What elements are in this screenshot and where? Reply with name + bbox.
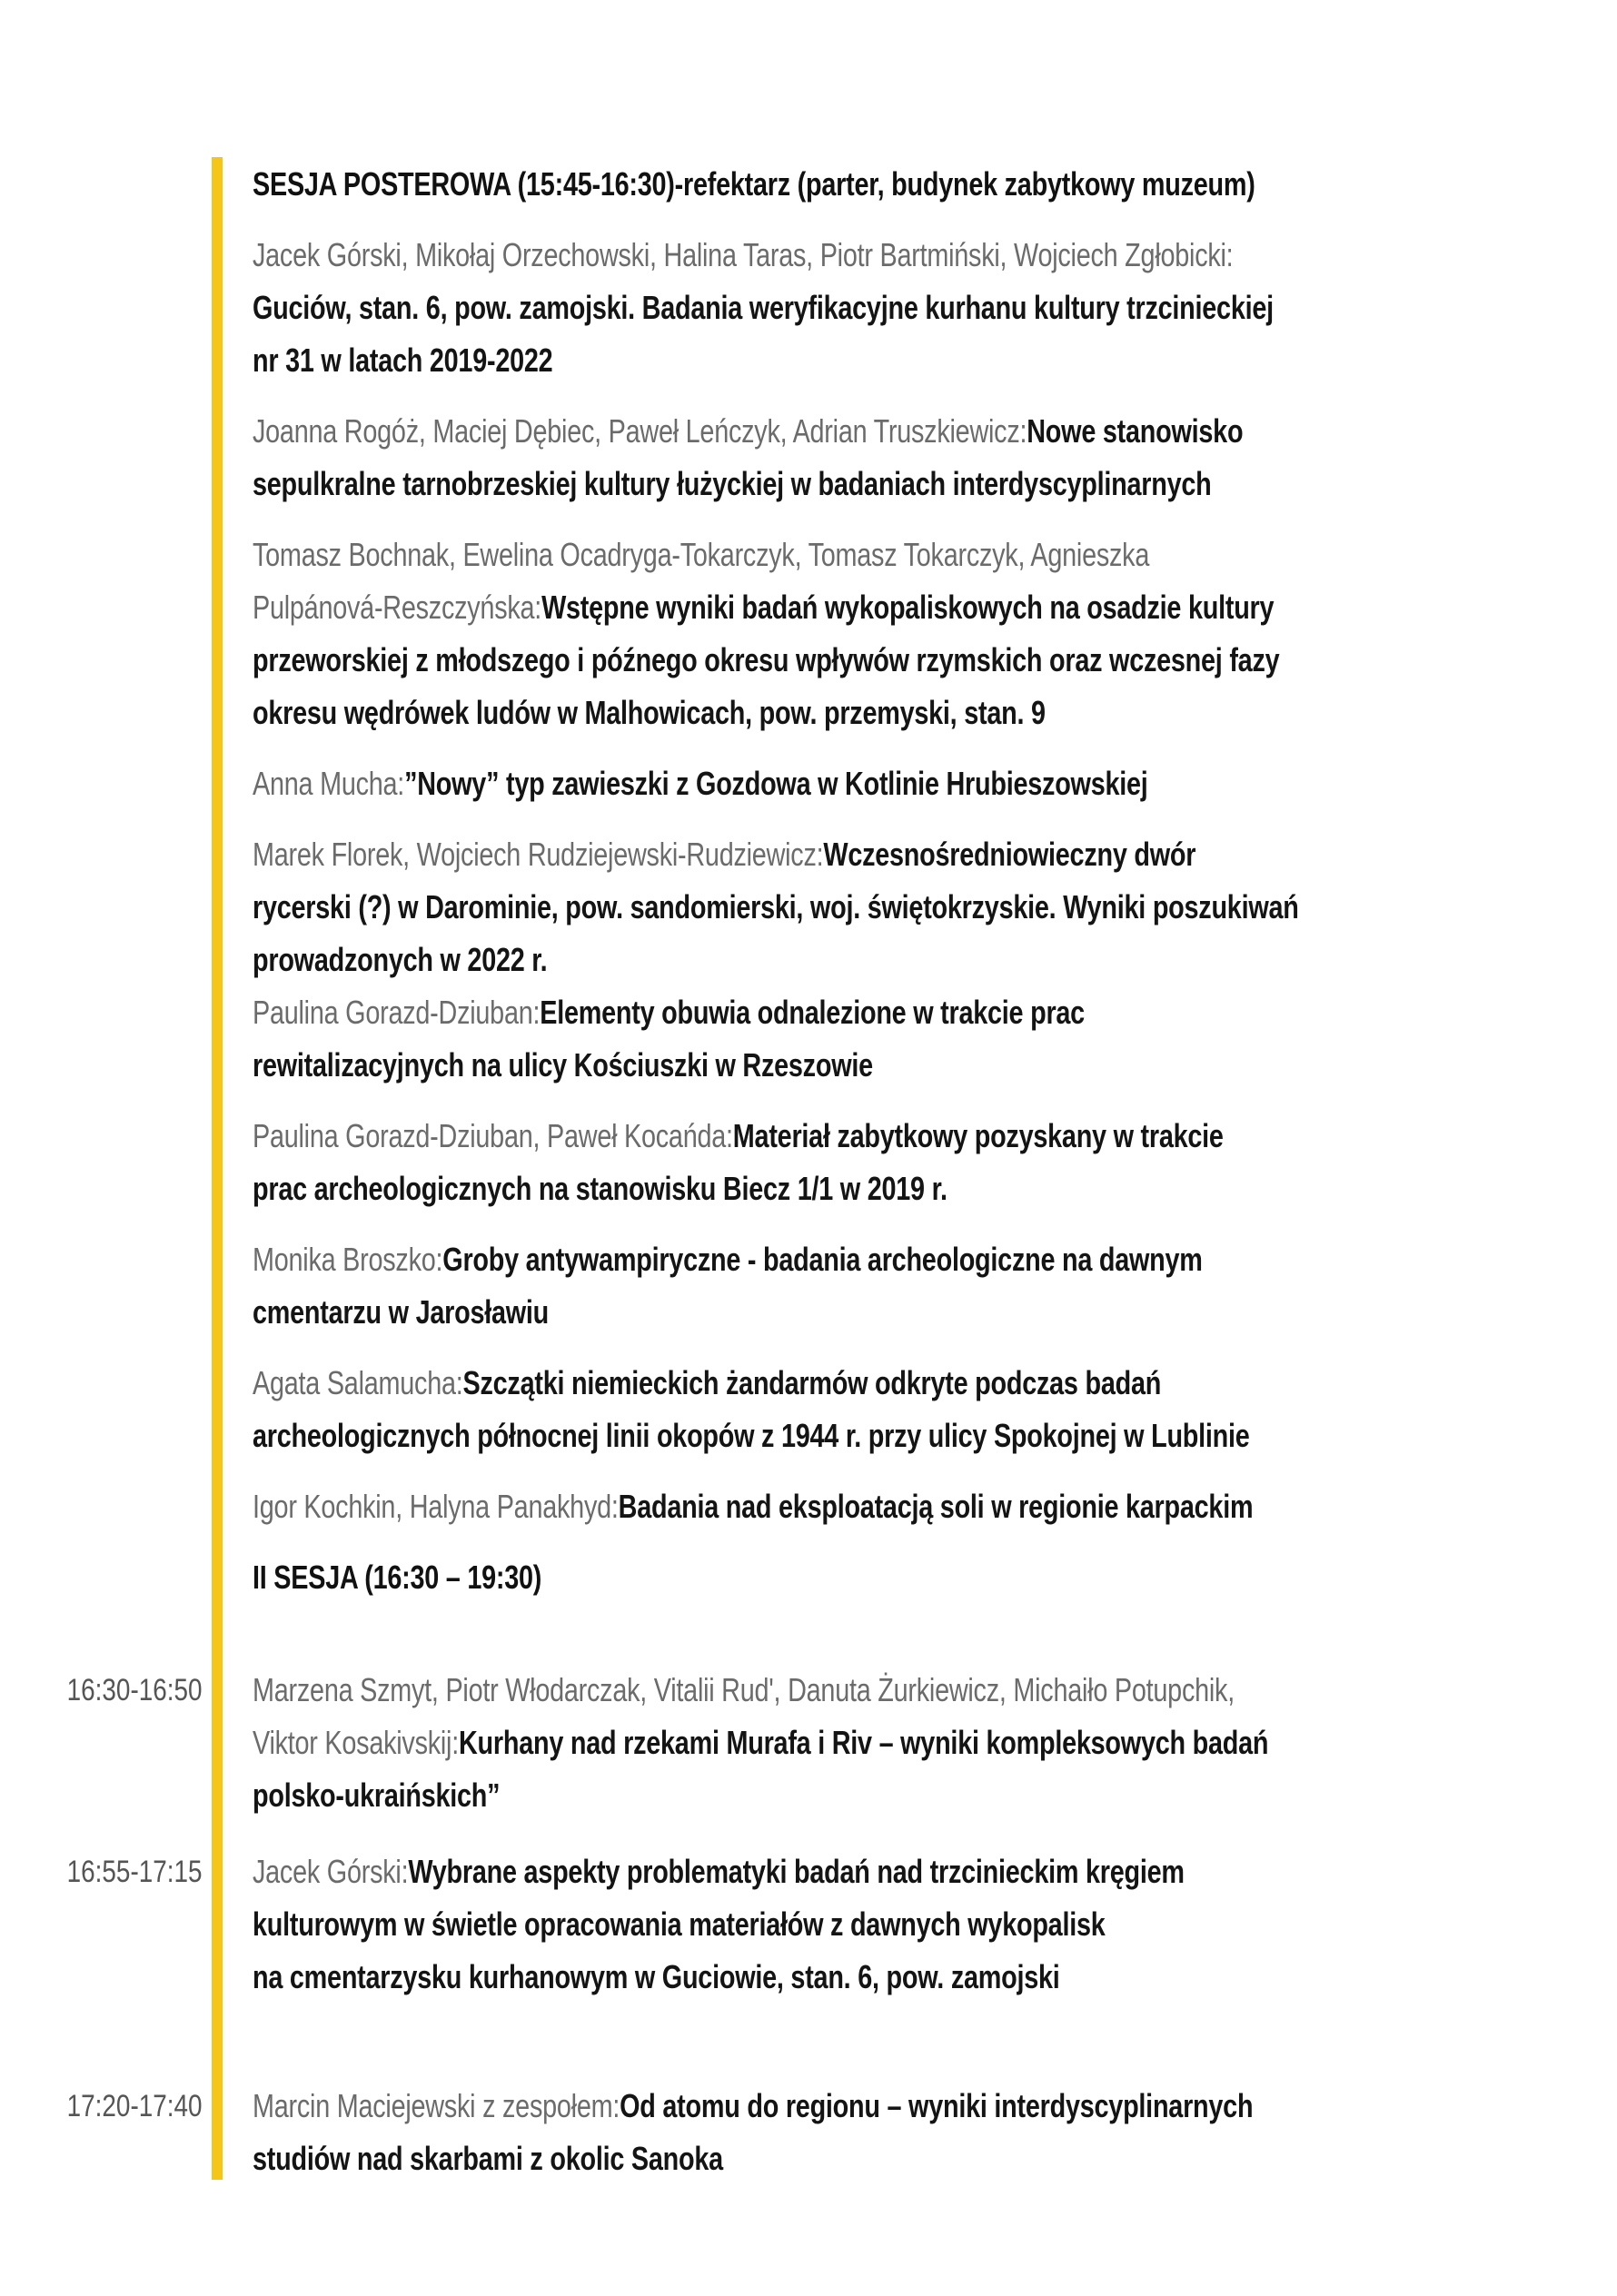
entry-first-line: [253, 1357, 1161, 1410]
section-heading-poster: SESJA POSTEROWA (15:45-16:30)-refektarz (parter, budynek zabytkowy muzeum): [253, 165, 1255, 203]
accent-bar: [212, 157, 223, 2180]
section-heading-session2: II SESJA (16:30 – 19:30): [253, 1559, 542, 1596]
entry-title: nr 31 w latach 2019-2022: [253, 341, 553, 379]
entry-authors: Viktor Kosakivskij:: [253, 1724, 459, 1761]
entry-first-line: [253, 1233, 1203, 1286]
entry-first-line: [253, 405, 1243, 458]
time-slot: 16:30-16:50: [66, 1673, 202, 1707]
entry-title: polsko-ukraińskich”: [253, 1776, 501, 1814]
entry-authors: Paulina Gorazd-Dziuban:: [253, 994, 541, 1031]
entry-title: sepulkralne tarnobrzeskiej kultury łużyckiej w badaniach interdyscyplinarnych: [253, 465, 1212, 502]
entry-first-line: [253, 1717, 1268, 1769]
entry-title: prowadzonych w 2022 r.: [253, 941, 548, 978]
entry-first-line: [253, 2080, 1253, 2133]
entry-title: Materiał zabytkowy pozyskany w trakcie: [732, 1117, 1224, 1154]
entry-title: ”Nowy” typ zawieszki z Gozdowa w Kotlinie Hrubieszowskiej: [404, 765, 1148, 802]
entry-title: Szczątki niemieckich żandarmów odkryte podczas badań: [462, 1364, 1162, 1401]
entry-title: na cmentarzysku kurhanowym w Guciowie, stan. 6, pow. zamojski: [253, 1958, 1060, 1995]
entry-title: Wstępne wyniki badań wykopaliskowych na osadzie kultury: [541, 589, 1275, 626]
entry-title: studiów nad skarbami z okolic Sanoka: [253, 2140, 723, 2177]
entry-authors: Pulpánová-Reszczyńska:: [253, 589, 542, 626]
entry-authors: Tomasz Bochnak, Ewelina Ocadryga-Tokarczyk, Tomasz Tokarczyk, Agnieszka: [253, 536, 1150, 573]
entry-first-line: [253, 581, 1274, 634]
entry-authors: Joanna Rogóż, Maciej Dębiec, Paweł Leńczyk, Adrian Truszkiewicz:: [253, 412, 1027, 450]
entry-title: rycerski (?) w Darominie, pow. sandomierski, woj. świętokrzyskie. Wyniki poszukiwań: [253, 888, 1299, 925]
entry-authors: Igor Kochkin, Halyna Panakhyd:: [253, 1488, 619, 1525]
entry-authors: Paulina Gorazd-Dziuban, Paweł Kocańda:: [253, 1117, 733, 1154]
entry-authors: Agata Salamucha:: [253, 1364, 463, 1401]
time-slot: 16:55-17:15: [66, 1855, 202, 1889]
entry-title: przeworskiej z młodszego i późnego okresu wpływów rzymskich oraz wczesnej fazy: [253, 641, 1280, 678]
entry-authors: Jacek Górski:: [253, 1853, 409, 1890]
entry-first-line: [253, 1110, 1224, 1163]
entry-title: Groby antywampiryczne - badania archeologiczne na dawnym: [442, 1241, 1203, 1278]
entry-title: Wybrane aspekty problematyki badań nad trzcinieckim kręgiem: [408, 1853, 1185, 1890]
entry-first-line: [253, 828, 1195, 881]
time-slot: 17:20-17:40: [66, 2089, 202, 2123]
entry-first-line: [253, 986, 1085, 1039]
entry-authors: Marzena Szmyt, Piotr Włodarczak, Vitalii Rud', Danuta Żurkiewicz, Michaiło Potupchik,: [253, 1671, 1235, 1708]
entry-title: Elementy obuwia odnalezione w trakcie prac: [540, 994, 1085, 1031]
entry-authors: Marcin Maciejewski z zespołem:: [253, 2087, 620, 2124]
entry-authors: Monika Broszko:: [253, 1241, 443, 1278]
entry-title: cmentarzu w Jarosławiu: [253, 1293, 550, 1331]
entry-title: Nowe stanowisko: [1027, 412, 1244, 450]
entry-first-line: [253, 1480, 1253, 1533]
entry-title: Guciów, stan. 6, pow. zamojski. Badania weryfikacyjne kurhanu kultury trzcinieckiej: [253, 289, 1274, 326]
entry-title: archeologicznych północnej linii okopów z 1944 r. przy ulicy Spokojnej w Lublinie: [253, 1417, 1250, 1454]
entry-authors: Marek Florek, Wojciech Rudziejewski-Rudziewicz:: [253, 836, 824, 873]
entry-title: Wczesnośredniowieczny dwór: [823, 836, 1196, 873]
entry-title: rewitalizacyjnych na ulicy Kościuszki w Rzeszowie: [253, 1046, 873, 1084]
entry-title: Od atomu do regionu – wyniki interdyscyplinarnych: [620, 2087, 1254, 2124]
entry-title: kulturowym w świetle opracowania materiałów z dawnych wykopalisk: [253, 1905, 1106, 1943]
entry-title: prac archeologicznych na stanowisku Biecz 1/1 w 2019 r.: [253, 1170, 947, 1207]
entry-first-line: [253, 1846, 1185, 1898]
entry-authors: Anna Mucha:: [253, 765, 405, 802]
entry-title: Kurhany nad rzekami Murafa i Riv – wyniki kompleksowych badań: [458, 1724, 1269, 1761]
entry-first-line: [253, 757, 1148, 810]
entry-authors: Jacek Górski, Mikołaj Orzechowski, Halina Taras, Piotr Bartmiński, Wojciech Zgłobicki:: [253, 236, 1234, 273]
entry-title: okresu wędrówek ludów w Malhowicach, pow. przemyski, stan. 9: [253, 694, 1046, 731]
entry-title: Badania nad eksploatacją soli w regionie karpackim: [618, 1488, 1254, 1525]
